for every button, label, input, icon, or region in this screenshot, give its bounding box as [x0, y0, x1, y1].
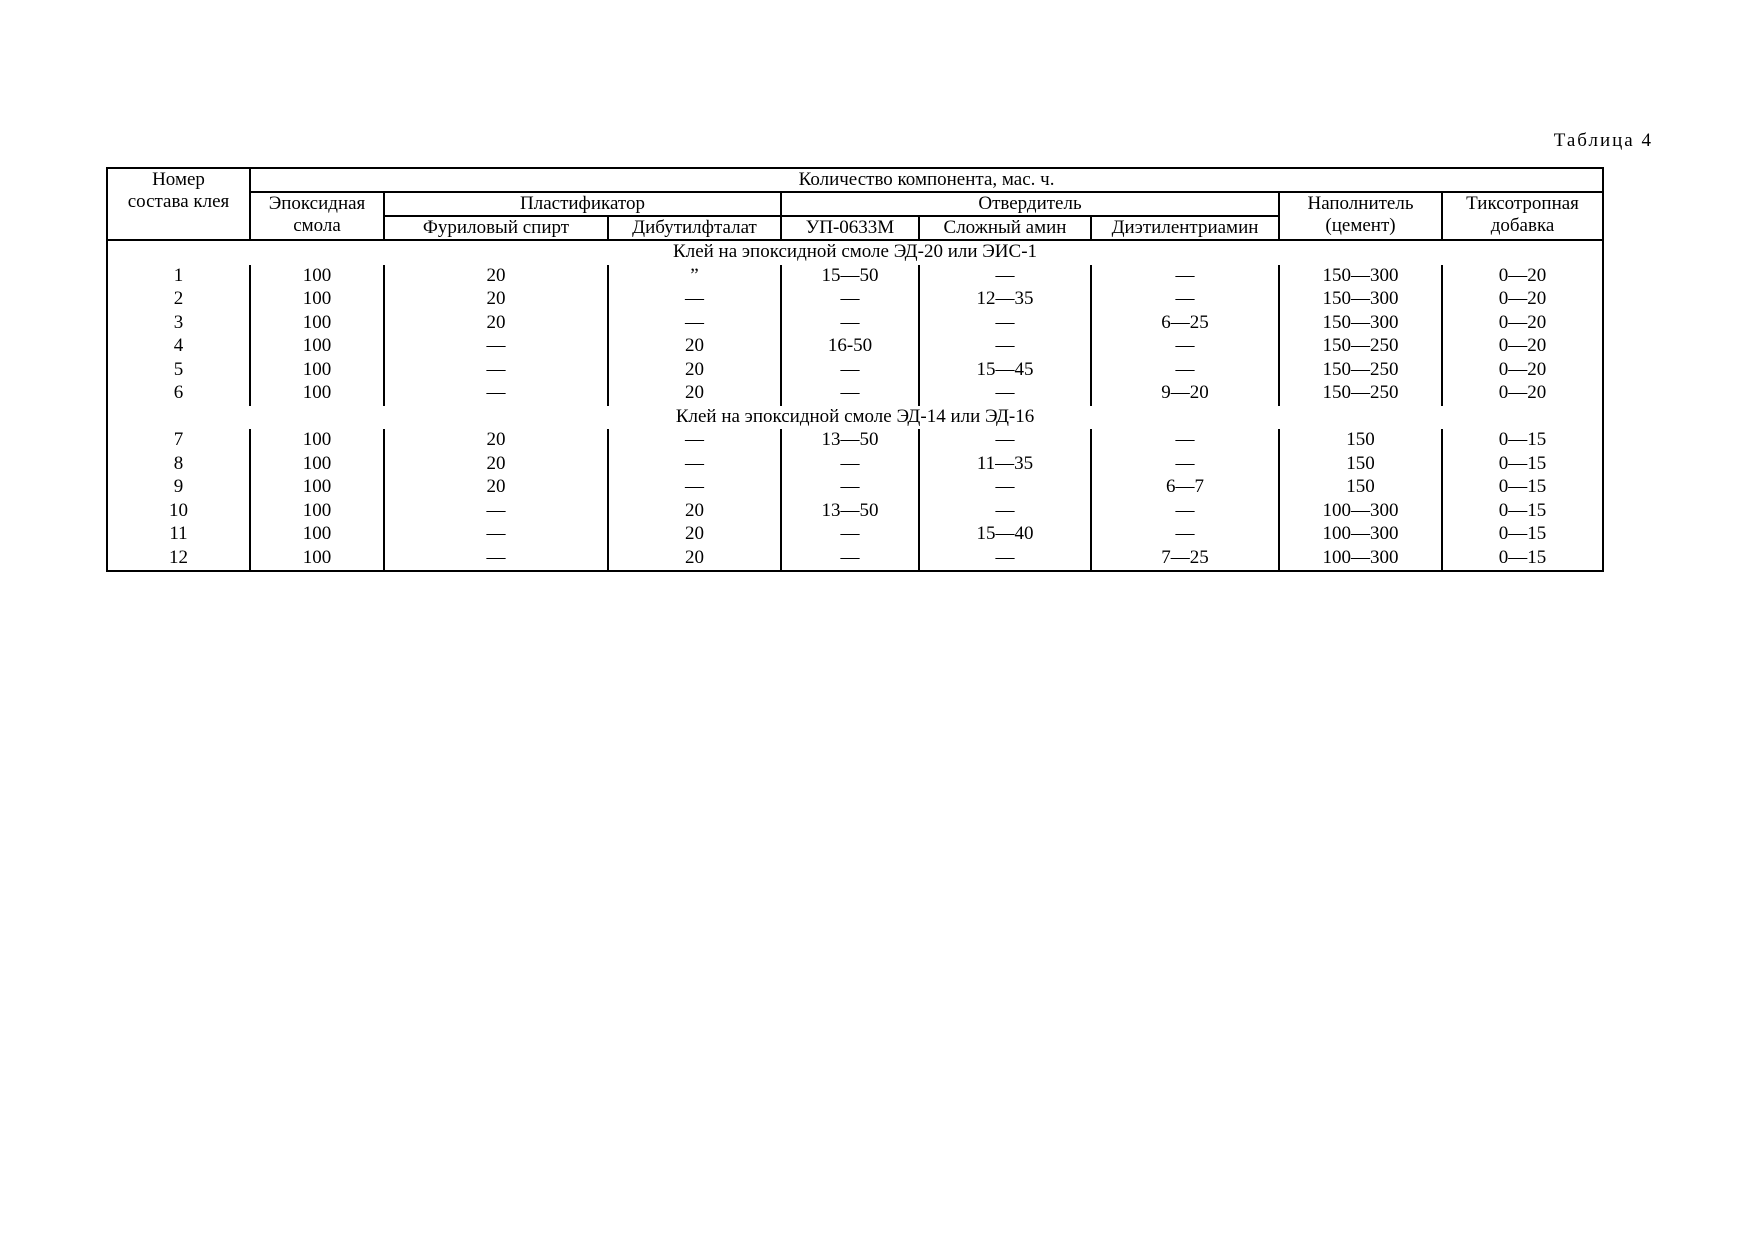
table-cell: 15—50 [781, 265, 919, 289]
table-cell: 0—15 [1442, 429, 1603, 453]
table-cell: 11 [107, 523, 250, 547]
table-cell: 100 [250, 429, 384, 453]
header-quantity: Количество компонента, мас. ч. [250, 168, 1603, 192]
table-cell: 0—20 [1442, 359, 1603, 383]
table-row [107, 523, 1603, 547]
table-cell: 20 [608, 500, 781, 524]
table-cell: 100 [250, 523, 384, 547]
table-row [107, 547, 1603, 572]
table-cell: — [1091, 429, 1279, 453]
table-cell: — [1091, 359, 1279, 383]
table-cell: — [919, 476, 1091, 500]
table-cell: 100 [250, 547, 384, 572]
table-cell: 100 [250, 312, 384, 336]
table-cell: — [384, 500, 608, 524]
table-cell: 100 [250, 359, 384, 383]
table-cell: 100 [250, 500, 384, 524]
section-title: Клей на эпоксидной смоле ЭД-20 или ЭИС-1 [107, 240, 1603, 265]
table-row [107, 359, 1603, 383]
header-epoxy-line1: Эпоксидная [268, 193, 366, 214]
table-caption: Таблица 4 [1553, 130, 1653, 151]
table-cell: 3 [107, 312, 250, 336]
table-cell: 2 [107, 288, 250, 312]
table-cell: 20 [384, 453, 608, 477]
table-row [107, 453, 1603, 477]
table-cell: 150—300 [1279, 312, 1442, 336]
table-cell: — [781, 547, 919, 572]
table-cell: 0—15 [1442, 476, 1603, 500]
table-cell: 0—20 [1442, 265, 1603, 289]
table-cell: 8 [107, 453, 250, 477]
table-cell: 20 [384, 288, 608, 312]
table-cell: — [919, 429, 1091, 453]
table-row [107, 265, 1603, 289]
header-epoxy-line2: смола [293, 215, 341, 236]
header-complex-amine: Сложный амин [919, 216, 1091, 240]
header-hardener: Отвердитель [781, 192, 1279, 216]
table-header [107, 168, 1603, 240]
header-dibutyl-phthalate: Дибутилфталат [608, 216, 781, 240]
table-cell: — [608, 288, 781, 312]
table-cell: — [1091, 500, 1279, 524]
table-cell: 4 [107, 335, 250, 359]
table-cell: — [919, 265, 1091, 289]
header-filler-line2: (цемент) [1325, 215, 1396, 236]
table-cell: 0—20 [1442, 288, 1603, 312]
section-row [107, 240, 1603, 265]
table-cell: 0—20 [1442, 382, 1603, 406]
header-diethylenetriamine: Диэтилентриамин [1091, 216, 1279, 240]
table-cell: 20 [608, 335, 781, 359]
table-cell: 20 [384, 312, 608, 336]
table-cell: 100—300 [1279, 547, 1442, 572]
header-furyl-alcohol: Фуриловый спирт [384, 216, 608, 240]
header-thixotropic-line1: Тиксотропная [1466, 193, 1579, 214]
header-epoxy [250, 192, 384, 240]
table-cell: 0—15 [1442, 523, 1603, 547]
table-cell: 150 [1279, 453, 1442, 477]
table-cell: — [1091, 335, 1279, 359]
table-cell: 20 [608, 523, 781, 547]
table-cell: 0—20 [1442, 312, 1603, 336]
table-cell: 15—45 [919, 359, 1091, 383]
table-cell: 20 [384, 429, 608, 453]
table-cell: 15—40 [919, 523, 1091, 547]
table-cell: — [384, 547, 608, 572]
table-cell: — [1091, 265, 1279, 289]
table-row [107, 312, 1603, 336]
table-cell: — [1091, 523, 1279, 547]
table-cell: 150 [1279, 429, 1442, 453]
table-cell: — [1091, 288, 1279, 312]
table-cell: — [919, 382, 1091, 406]
table-cell: 150—250 [1279, 382, 1442, 406]
table-cell: 150—300 [1279, 288, 1442, 312]
table-cell: 100—300 [1279, 523, 1442, 547]
table-cell: 9 [107, 476, 250, 500]
table-cell: — [781, 312, 919, 336]
table-cell: — [1091, 453, 1279, 477]
table-cell: 20 [384, 265, 608, 289]
header-composition-number-line2: состава клея [127, 191, 230, 212]
table-row [107, 382, 1603, 406]
table-cell: 20 [384, 476, 608, 500]
header-up-0633m: УП-0633М [781, 216, 919, 240]
table-cell: — [781, 288, 919, 312]
table-cell: 100 [250, 382, 384, 406]
table-cell: — [781, 382, 919, 406]
table-row [107, 288, 1603, 312]
table-cell: — [608, 429, 781, 453]
table-cell: — [781, 523, 919, 547]
table-cell: 20 [608, 359, 781, 383]
table-cell: 9—20 [1091, 382, 1279, 406]
table-cell: 150—250 [1279, 359, 1442, 383]
table-cell: — [781, 476, 919, 500]
table-cell: 0—15 [1442, 547, 1603, 572]
table-cell: — [608, 476, 781, 500]
table-cell: — [919, 500, 1091, 524]
table-cell: 11—35 [919, 453, 1091, 477]
table-cell: — [608, 312, 781, 336]
table-cell: 13—50 [781, 429, 919, 453]
header-filler-line1: Наполнитель [1307, 193, 1414, 214]
table-cell: 0—15 [1442, 453, 1603, 477]
table-cell: 100 [250, 265, 384, 289]
table-cell: — [384, 523, 608, 547]
table-cell: 100 [250, 288, 384, 312]
table-row [107, 335, 1603, 359]
table-cell: 20 [608, 382, 781, 406]
table-cell: 12 [107, 547, 250, 572]
table-cell: 7 [107, 429, 250, 453]
table-cell: 12—35 [919, 288, 1091, 312]
table-cell: 0—15 [1442, 500, 1603, 524]
table-cell: — [919, 312, 1091, 336]
table-row [107, 500, 1603, 524]
table-cell: 1 [107, 265, 250, 289]
table-cell: 150 [1279, 476, 1442, 500]
table-cell: 20 [608, 547, 781, 572]
table-cell: 6—25 [1091, 312, 1279, 336]
header-thixotropic [1442, 192, 1603, 240]
section-title: Клей на эпоксидной смоле ЭД-14 или ЭД-16 [107, 406, 1603, 430]
header-thixotropic-line2: добавка [1490, 215, 1555, 236]
table-cell: 150—300 [1279, 265, 1442, 289]
table-cell: — [919, 547, 1091, 572]
table-cell: 100 [250, 476, 384, 500]
table-cell: ” [608, 265, 781, 289]
table-cell: 150—250 [1279, 335, 1442, 359]
header-composition-number-line1: Номер [152, 169, 205, 190]
table-cell: — [384, 359, 608, 383]
table-cell: 6—7 [1091, 476, 1279, 500]
table-cell: — [919, 335, 1091, 359]
table-cell: 6 [107, 382, 250, 406]
table-cell: — [781, 453, 919, 477]
header-filler [1279, 192, 1442, 240]
table-cell: 100—300 [1279, 500, 1442, 524]
table-cell: 5 [107, 359, 250, 383]
table-cell: 7—25 [1091, 547, 1279, 572]
table-row [107, 476, 1603, 500]
header-plasticizer: Пластификатор [384, 192, 781, 216]
table-cell: 0—20 [1442, 335, 1603, 359]
table-cell: — [781, 359, 919, 383]
table-row [107, 429, 1603, 453]
table-cell: 10 [107, 500, 250, 524]
table-body [107, 240, 1603, 571]
table-cell: 100 [250, 335, 384, 359]
table-cell: 100 [250, 453, 384, 477]
section-row [107, 406, 1603, 430]
header-composition-number [107, 168, 250, 240]
table-cell: — [384, 382, 608, 406]
adhesive-composition-table [106, 167, 1604, 572]
table-cell: 16-50 [781, 335, 919, 359]
table-cell: — [608, 453, 781, 477]
table-cell: 13—50 [781, 500, 919, 524]
table-cell: — [384, 335, 608, 359]
